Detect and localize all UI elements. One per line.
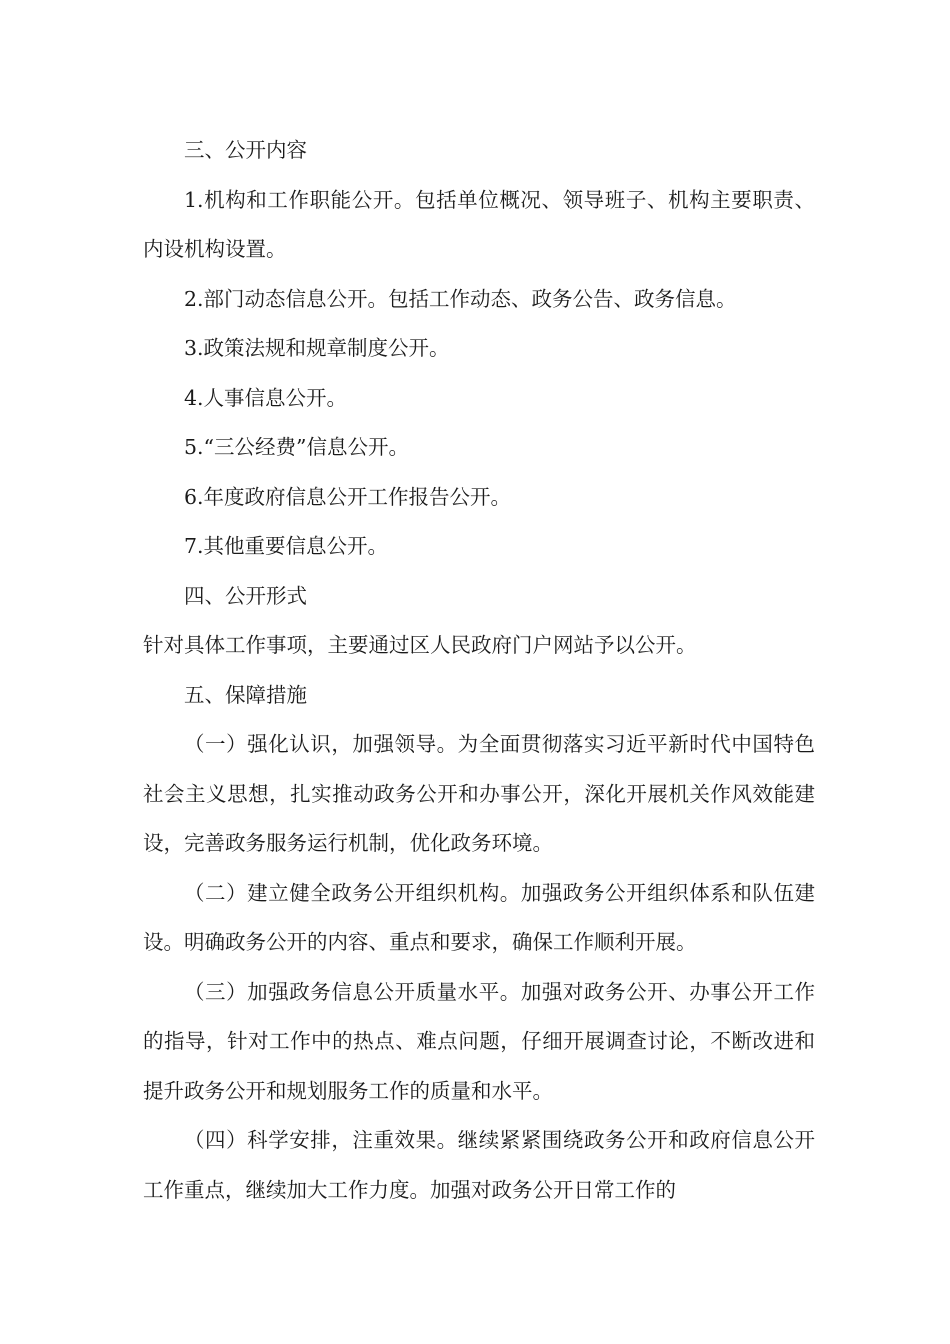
list-item-personnel: 4.人事信息公开。 xyxy=(184,385,348,410)
section-heading-measures: 五、保障措施 xyxy=(184,682,307,707)
section-heading-form: 四、公开形式 xyxy=(184,583,307,608)
measure-paragraph-1: （一）强化认识，加强领导。为全面贯彻落实习近平新时代中国特色社会主义思想，扎实推动政务公开和办事公开，深化开展机关作风效能建设，完善政务服务运行机制，优化政务环境。 xyxy=(143,732,815,855)
form-paragraph: 针对具体工作事项，主要通过区人民政府门户网站予以公开。 xyxy=(143,633,697,657)
list-item-department-news: 2.部门动态信息公开。包括工作动态、政务公告、政务信息。 xyxy=(184,286,737,311)
list-item-policy: 3.政策法规和规章制度公开。 xyxy=(184,336,450,360)
list-item-three-expenses: 5.“三公经费”信息公开。 xyxy=(184,435,410,459)
measure-paragraph-2: （二）建立健全政务公开组织机构。加强政务公开组织体系和队伍建设。明确政务公开的内容、重点和要求，确保工作顺利开展。 xyxy=(143,880,815,954)
list-item-institution: 1.机构和工作职能公开。包括单位概况、领导班子、机构主要职责、内设机构设置。 xyxy=(143,187,815,261)
document-body xyxy=(143,126,815,1215)
measure-paragraph-3: （三）加强政务信息公开质量水平。加强对政务公开、办事公开工作的指导，针对工作中的热点、难点问题，仔细开展调查讨论，不断改进和提升政务公开和规划服务工作的质量和水平。 xyxy=(143,979,815,1103)
list-item-other: 7.其他重要信息公开。 xyxy=(184,534,389,558)
section-heading-content: 三、公开内容 xyxy=(184,138,307,162)
measure-paragraph-4: （四）科学安排，注重效果。继续紧紧围绕政务公开和政府信息公开工作重点，继续加大工作力度。加强对政务公开日常工作的 xyxy=(143,1128,815,1202)
list-item-annual-report: 6.年度政府信息公开工作报告公开。 xyxy=(184,484,512,509)
